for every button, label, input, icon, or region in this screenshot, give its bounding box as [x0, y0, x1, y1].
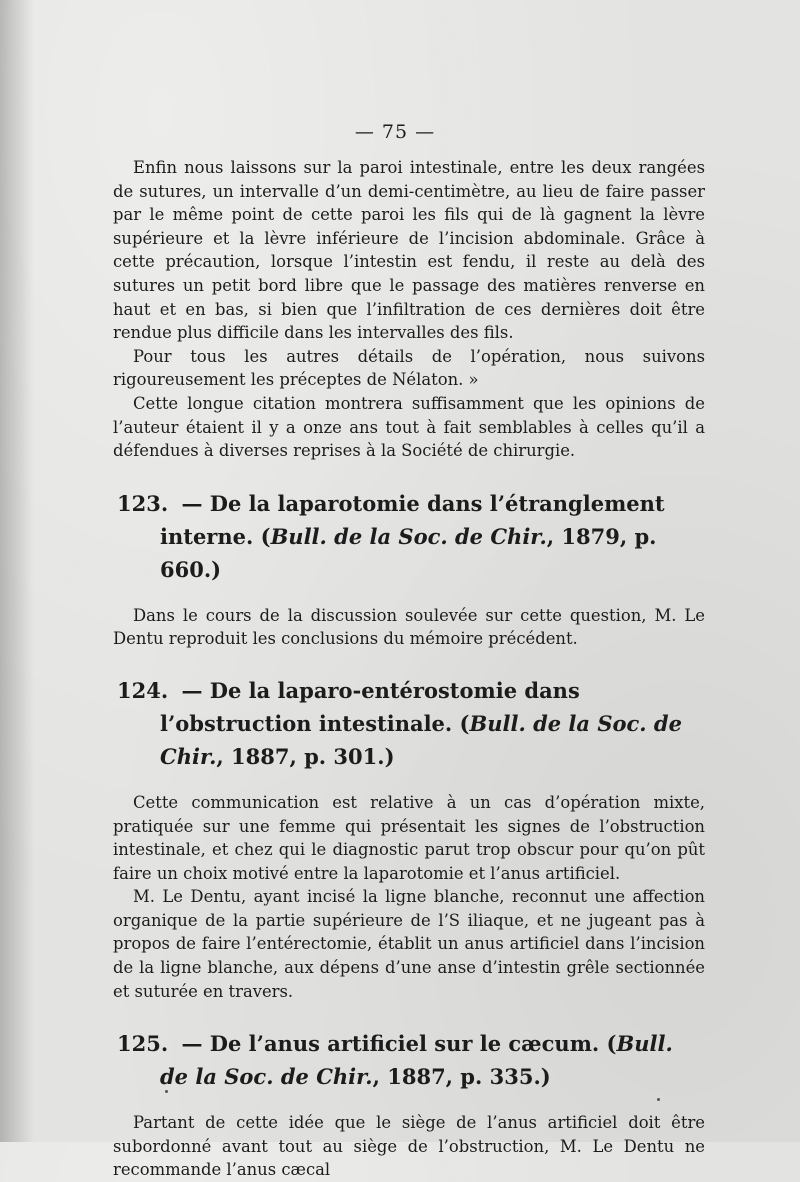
page-body	[113, 156, 705, 1182]
page-number: — 75 —	[354, 121, 436, 143]
section-123	[113, 487, 705, 651]
reference-details: , 1879, p. 660.)	[160, 523, 657, 582]
section-title: — De la laparo-entérostomie dans l’obstruction intestinale.	[160, 677, 580, 736]
intro-text	[113, 156, 705, 463]
section-title: — De l’anus artificiel sur le cæcum.	[181, 1031, 600, 1057]
section-title: — De la laparotomie dans l’étranglement interne.	[160, 490, 665, 549]
paragraph: Dans le cours de la discussion soulevée sur cette question, M. Le Dentu reproduit les conclusions du mémoire précédent.	[113, 605, 705, 649]
reference-details: , 1887, p. 301.)	[216, 743, 395, 769]
section-124	[113, 674, 705, 1003]
reference-journal: Bull. de la Soc. de Chir.	[270, 523, 547, 549]
section-heading	[113, 487, 705, 586]
section-number: 123.	[117, 490, 169, 516]
section-heading	[113, 1027, 705, 1093]
paper-speck	[657, 1098, 660, 1101]
reference-journal: Bull. de la Soc. de Chir.	[160, 1031, 673, 1090]
section-125	[113, 1027, 705, 1182]
section-number: 124.	[117, 677, 169, 703]
section-heading	[113, 674, 705, 773]
reference-open: (	[260, 523, 271, 549]
reference-open: (	[606, 1031, 617, 1057]
reference-open: (	[459, 710, 470, 736]
paragraph: Cette communication est relative à un cas d’opération mixte, pratiquée sur une femme qui présentait les signes de l’obstruction intestinale, et chez qui le diagnostic parut trop obscur pour qu’on pût faire un choix motivé entre la laparotomie et l’anus artificiel.	[113, 792, 705, 883]
section-number: 125.	[117, 1031, 169, 1057]
paragraph: Partant de cette idée que le siège de l’anus artificiel doit être subordonné avant tout au siège de l’obstruction, M. Le Dentu ne recommande l’anus cæcal	[113, 1113, 705, 1180]
paragraph: Enfin nous laissons sur la paroi intestinale, entre les deux rangées de sutures, un intervalle d’un demi-centimètre, au lieu de faire passer par le même point de cette paroi les fils qui de là gagnent la lèvre supérieure et la lèvre inférieure de l’incision abdominale. Grâce à cette précaution, lorsque l’intestin est fendu, il reste au delà des sutures un petit bord libre que le passage des matières renverse en haut et en bas, si bien que l’infiltration de ces dernières doit être rendue plus difficile dans les intervalles des fils.	[113, 158, 705, 343]
paper-speck	[165, 1090, 168, 1093]
page-edge-shadow	[0, 0, 34, 1142]
reference-journal: Bull. de la Soc. de Chir.	[160, 710, 682, 769]
reference-details: , 1887, p. 335.)	[372, 1064, 551, 1090]
paragraph: M. Le Dentu, ayant incisé la ligne blanche, reconnut une affection organique de la partie supérieure de l’S iliaque, et ne jugeant pas à propos de faire l’entérectomie, établit un anus artificiel dans l’incision de la ligne blanche, aux dépens d’une anse d’intestin grêle sectionnée et suturée en travers.	[113, 887, 705, 1001]
paragraph: Pour tous les autres détails de l’opération, nous suivons rigoureusement les préceptes de Nélaton. »	[113, 346, 705, 390]
paragraph: Cette longue citation montrera suffisamment que les opinions de l’auteur étaient il y a onze ans tout à fait semblables à celles qu’il a défendues à diverses reprises à la Société de chirurgie.	[113, 393, 705, 461]
